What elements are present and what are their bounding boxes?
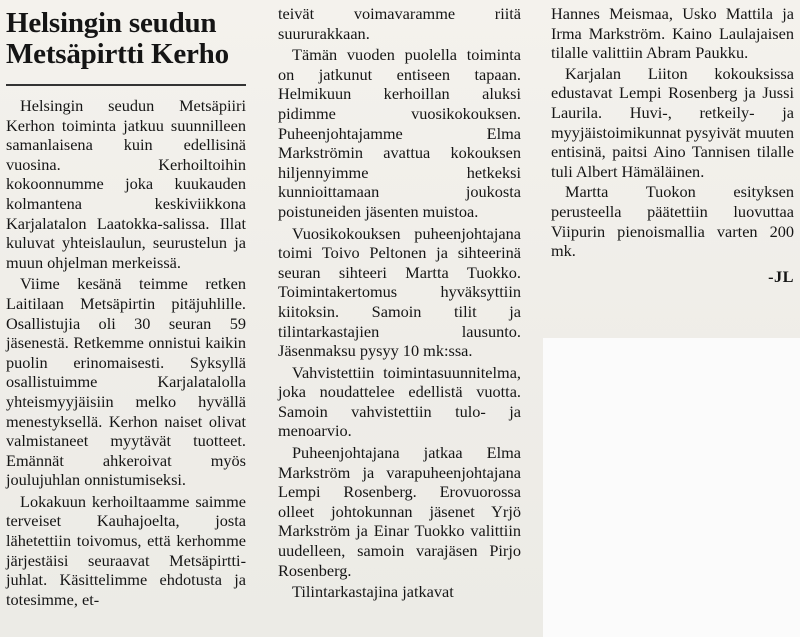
blank-margin [543, 338, 800, 637]
paragraph: Viime kesänä teimme retken Laitilaan Metsäpirtin pitäjuhlille. Osallistujia oli 30 seuran 59 jäsenestä. Retkemme onnistui kaikin puolin erinomaisesti. Syksyllä osallistuimme Karjalatalolla yhteismyyjäisiin melko hyvällä menestyksellä. Kerhon naiset olivat valmistaneet myytävät tuotteet. Emännät ahkeroivat myös joulujuhlan onnistumiseksi. [6, 274, 246, 490]
paragraph: Hannes Meismaa, Usko Mattila ja Irma Markström. Kaino Laulajaisen tilalle valittiin Abram Paukku. [551, 4, 794, 63]
paragraph: Puheenjohtajana jatkaa Elma Markström ja varapuheenjohtajana Lempi Rosenberg. Erovuorossa olleet johtokunnan jäsenet Yrjö Markström ja Einar Tuokko valittiin uudelleen, samoin varajäsen Pirjo Rosenberg. [278, 443, 521, 580]
paragraph: Vahvistettiin toimintasuunnitelma, joka noudattelee edellistä vuotta. Samoin vahvistettiin tulo- ja menoarvio. [278, 362, 521, 441]
article-column-3 [551, 4, 794, 286]
article-column-1 [6, 4, 246, 611]
paragraph: Martta Tuokon esityksen perusteella päätettiin luovuttaa Viipurin pienoismallia varten 200 mk. [551, 182, 794, 261]
headline-rule [6, 84, 246, 86]
paragraph: Karjalan Liiton kokouksissa edustavat Lempi Rosenberg ja Jussi Laurila. Huvi-, retkeily- ja myyjäistoimikunnat pysyivät muuten entisinä, paitsi Aino Tannisen tilalle tuli Albert Hämäläinen. [551, 63, 794, 181]
paragraph: Lokakuun kerhoiltaamme saimme terveiset Kauhajoelta, josta lähetettiin toivomus, että kerhomme järjestäisi seuraavat Metsäpirtti-juhlat. Käsittelimme ehdotusta ja totesimme, et- [6, 491, 246, 609]
paragraph: Tilintarkastajina jatkavat [292, 582, 454, 602]
paragraph: teivät voimavaramme riitä suururakkaan. [278, 4, 521, 43]
author-signature: -JL [768, 266, 794, 286]
article-headline: Helsingin seudun Metsäpirtti Kerho [6, 7, 229, 70]
paragraph: Helsingin seudun Metsäpiiri Kerhon toiminta jatkuu suunnilleen samanlaisena kuin edellisinä vuosina. Kerhoiltoihin kokoonnumme joka kuukauden kolmantena keskiviikkona Karjalatalon Laatokka-salissa. Illat kuluvat yhteislaulun, seurustelun ja muun ohjelman merkeissä. [6, 96, 246, 272]
paragraph: Vuosikokouksen puheenjohtajana toimi Toivo Peltonen ja sihteerinä seuran sihteeri Martta Tuokko. Toimintakertomus hyväksyttiin kiitoksin. Samoin tilit ja tilintarkastajien lausunto. Jäsenmaksu pysyy 10 mk:ssa. [278, 223, 521, 361]
article-column-2 [278, 4, 521, 604]
paragraph: Tämän vuoden puolella toiminta on jatkunut entiseen tapaan. Helmikuun kerhoillan aluksi pidimme vuosikokouksen. Puheenjohtajamme Elma Markströmin avattua kokouksen hiljennyimme hetkeksi kunnioittamaan joukosta poistuneiden jäsenten muistoa. [278, 45, 521, 221]
